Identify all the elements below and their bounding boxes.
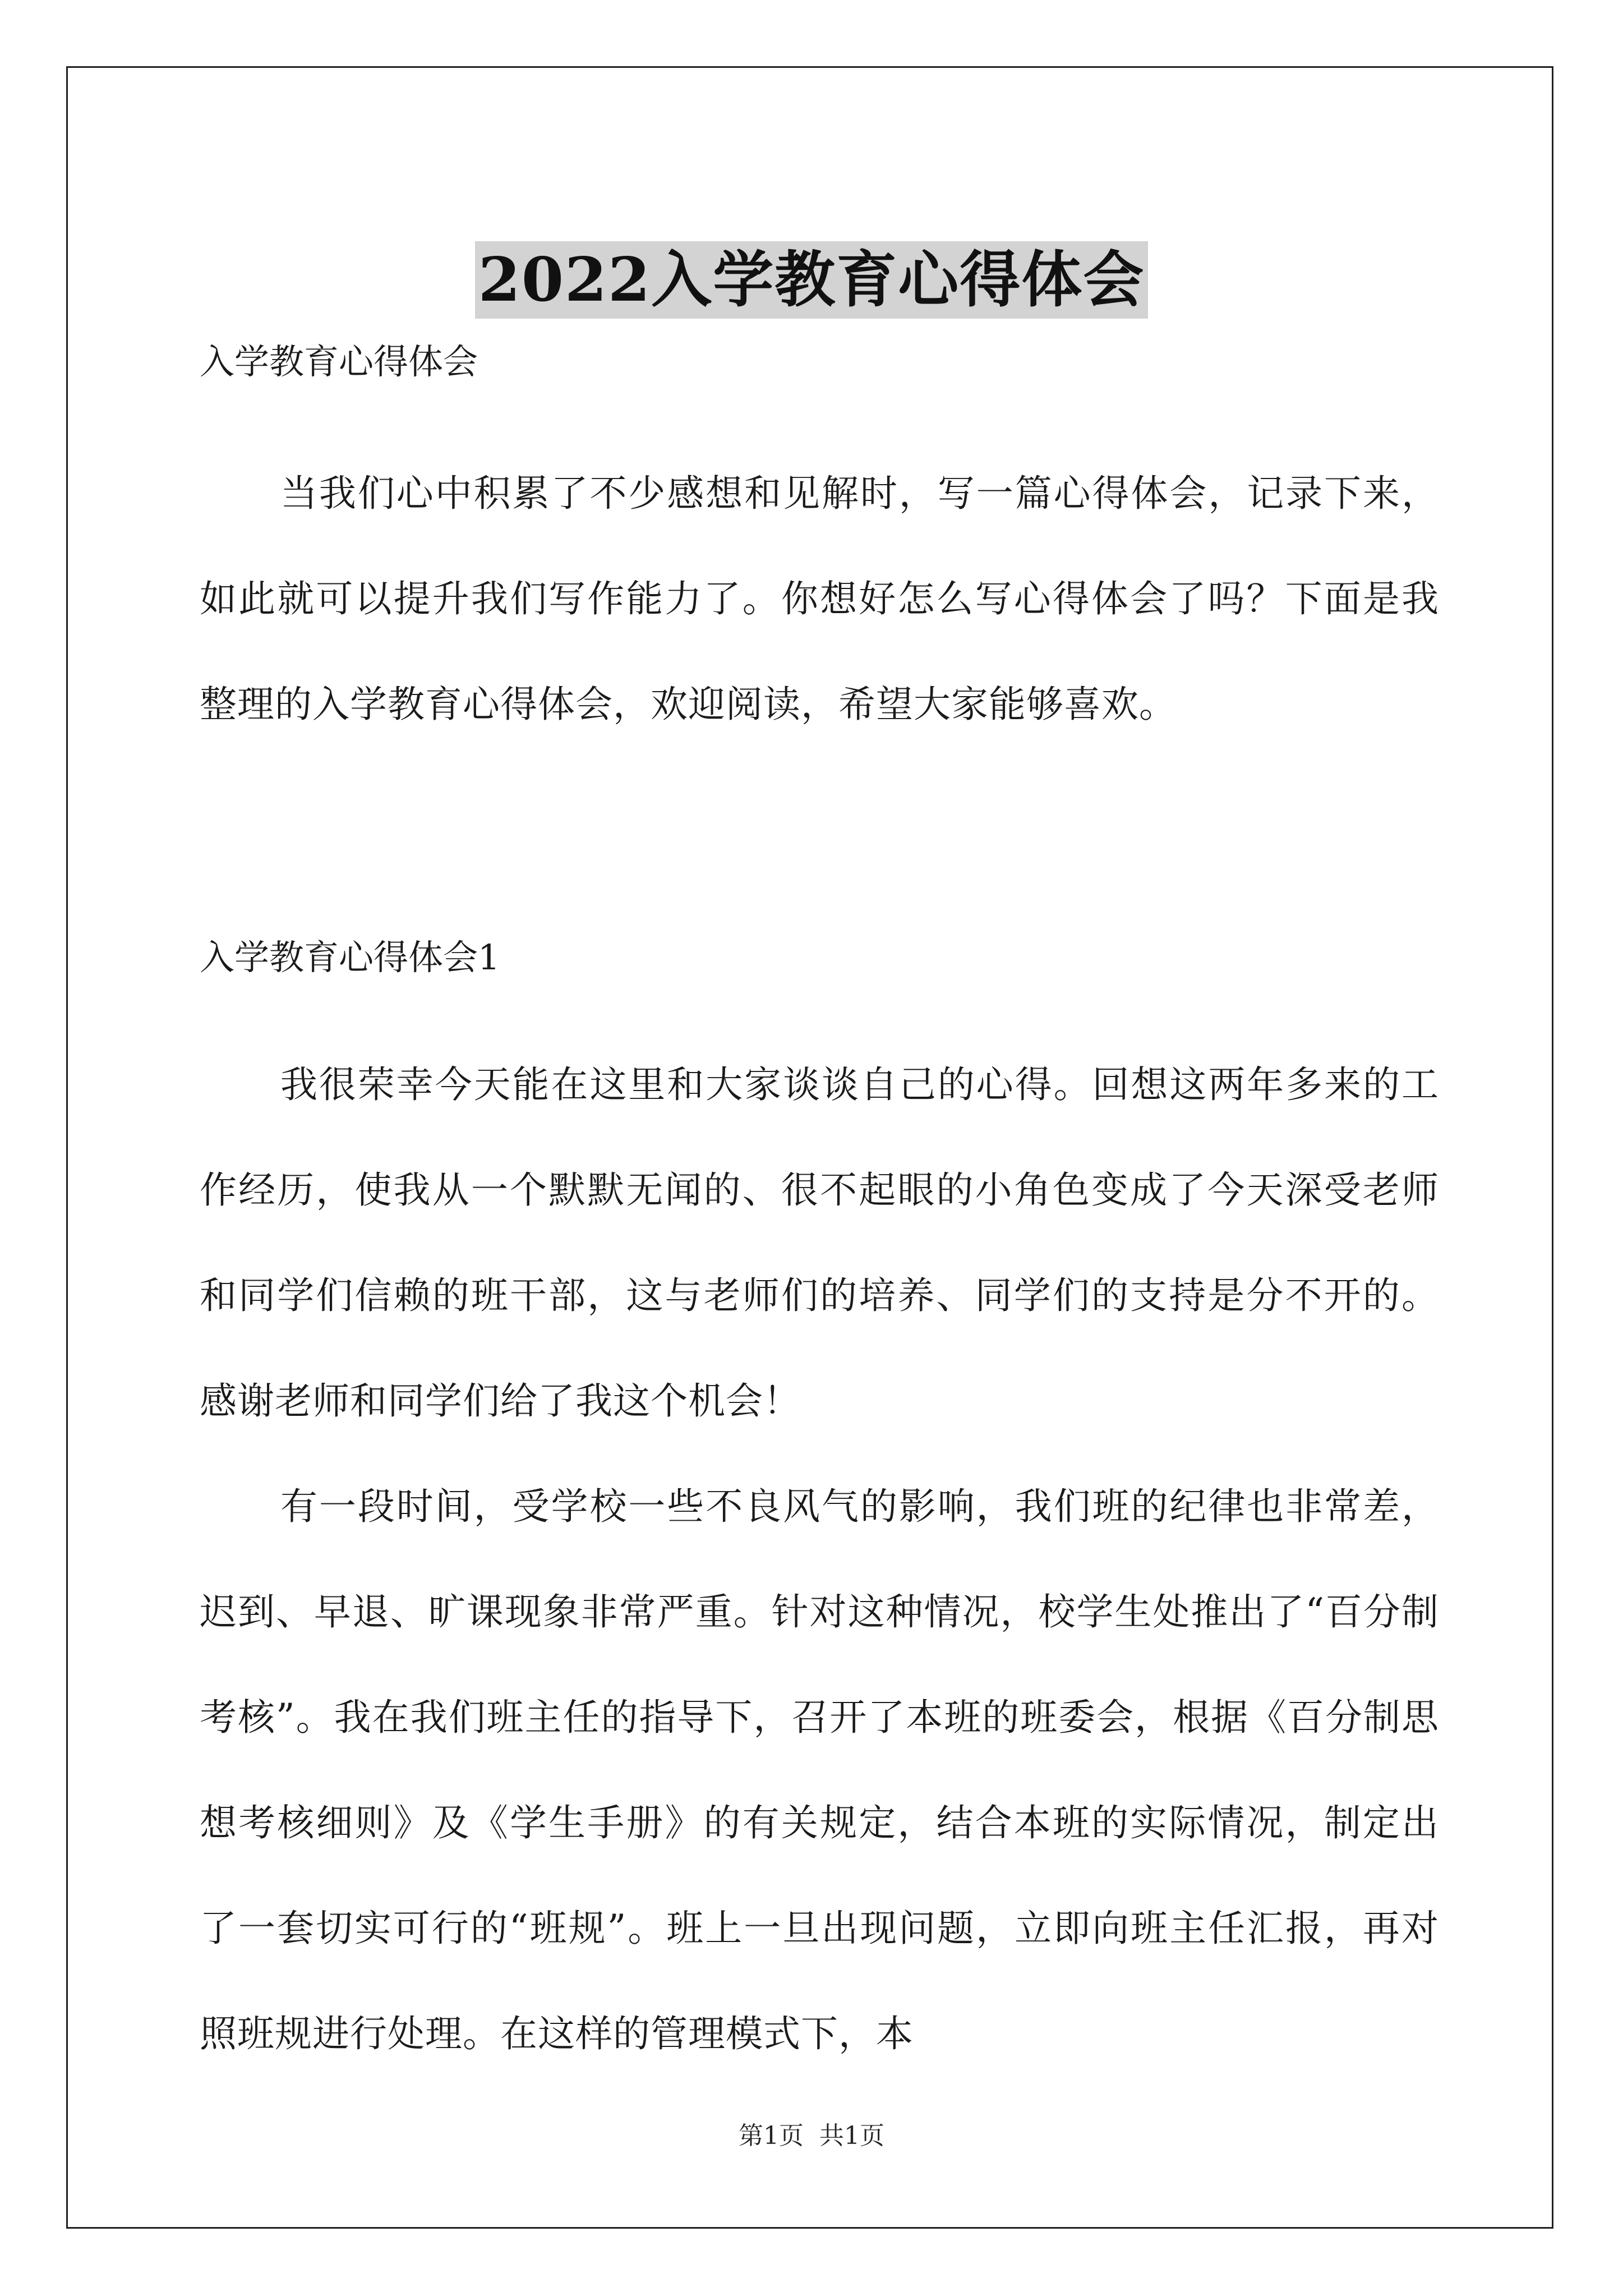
document-subtitle: 入学教育心得体会 bbox=[200, 341, 478, 382]
section-paragraph: 我很荣幸今天能在这里和大家谈谈自己的心得。回想这两年多来的工作经历，使我从一个默默无闻的、很不起眼的小角色变成了今天深受老师和同学们信赖的班干部，这与老师们的培养、同学们的支持是分不开的。感谢老师和同学们给了我这个机会！ bbox=[200, 1063, 1439, 1423]
spacer bbox=[200, 387, 1439, 441]
title-container bbox=[0, 201, 1623, 360]
document-title: 2022入学教育心得体会 bbox=[475, 241, 1149, 319]
spacer bbox=[200, 757, 1439, 932]
intro-paragraph: 当我们心中积累了不少感想和见解时，写一篇心得体会，记录下来，如此就可以提升我们写作能力了。你想好怎么写心得体会了吗？下面是我整理的入学教育心得体会，欢迎阅读，希望大家能够喜欢。 bbox=[200, 472, 1439, 726]
page-number: 第1页 bbox=[739, 2122, 804, 2150]
page-footer bbox=[0, 2119, 1623, 2153]
document-body bbox=[200, 337, 1439, 2087]
section-heading: 入学教育心得体会1 bbox=[200, 937, 500, 978]
page-total: 共1页 bbox=[819, 2122, 884, 2150]
spacer bbox=[200, 983, 1439, 1032]
section-paragraph: 有一段时间，受学校一些不良风气的影响，我们班的纪律也非常差，迟到、早退、旷课现象非常严重。针对这种情况，校学生处推出了“百分制考核”。我在我们班主任的指导下，召开了本班的班委会，根据《百分制思想考核细则》及《学生手册》的有关规定，结合本班的实际情况，制定出了一套切实可行的“班规”。班上一旦出现问题，立即向班主任汇报，再对照班规进行处理。在这样的管理模式下，本 bbox=[200, 1485, 1439, 2055]
